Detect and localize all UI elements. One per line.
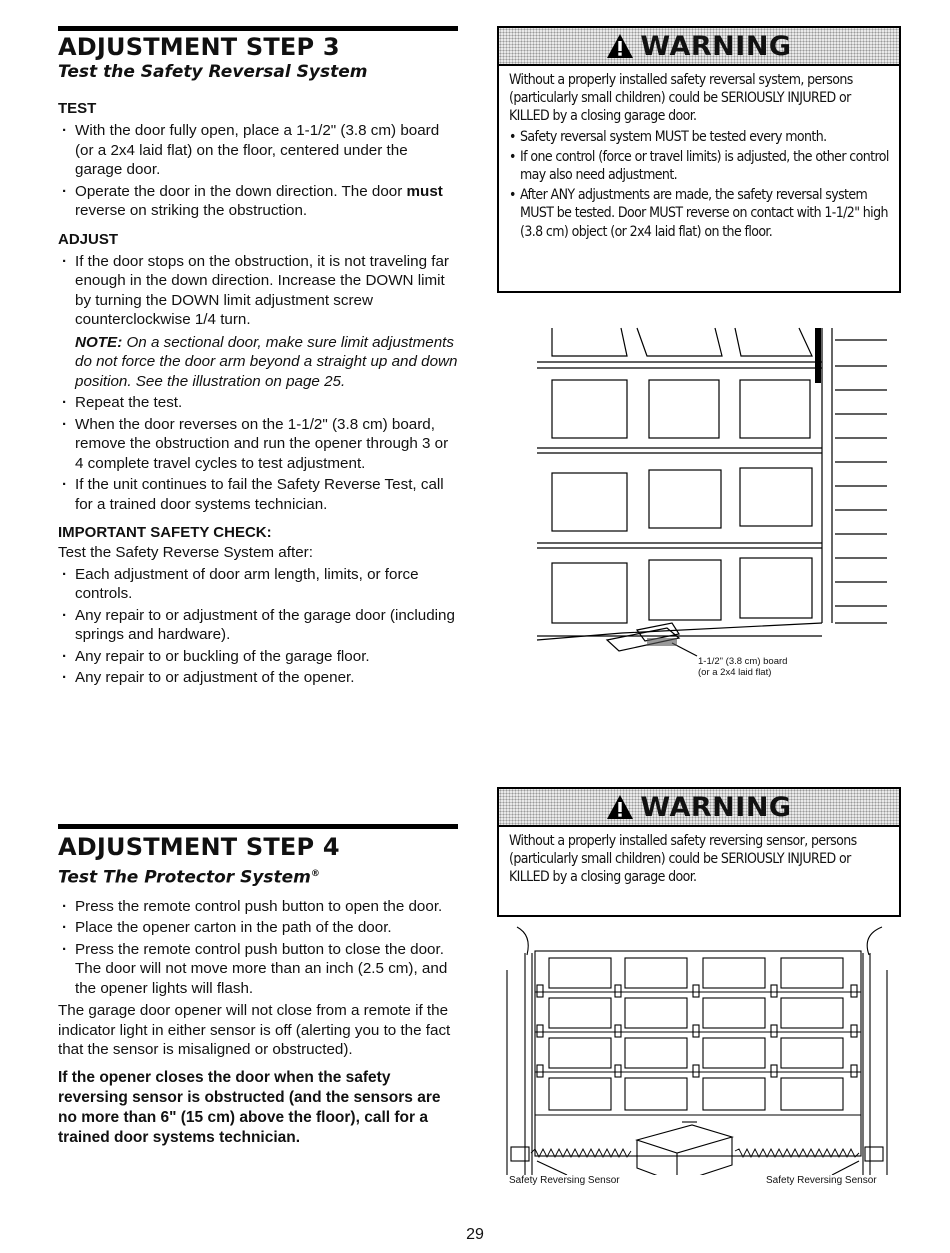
step4-bold-paragraph: If the opener closes the door when the safety reversing sensor is obstructed (and the sensors are no more than 6" (15 cm) above the floor), call for a trained door systems technician. [58, 1068, 441, 1146]
step3-rule [58, 26, 458, 31]
list-item: · Any repair to or adjustment of the opener. [58, 668, 458, 688]
list-item: · Each adjustment of door arm length, limits, or force controls. [58, 565, 458, 604]
warning-triangle-icon [606, 33, 634, 59]
sensor-illustration [497, 925, 901, 1175]
step4-rule [58, 824, 458, 829]
page-number: 29 [466, 1226, 484, 1243]
warning-header-2 [499, 789, 899, 827]
warning-box-2 [497, 787, 901, 917]
must-word: must [406, 182, 443, 200]
step4-title: ADJUSTMENT STEP 4 [58, 833, 340, 861]
list-item: · Any repair to or adjustment of the garage door (including springs and hardware). [58, 606, 458, 645]
step3-section [58, 26, 458, 688]
step3-subtitle: Test the Safety Reversal System [58, 62, 368, 82]
warning-title-2: WARNING [640, 791, 792, 823]
board-caption: 1-1/2" (3.8 cm) board (or a 2x4 laid flat) [698, 656, 788, 678]
list-item: · With the door fully open, place a 1-1/2" (3.8 cm) board (or a 2x4 laid flat) on the floor, centered under the garage door. [58, 121, 458, 180]
adjust-heading: ADJUST [58, 230, 119, 248]
warning-title-1: WARNING [640, 30, 792, 62]
warning-intro-1: Without a properly installed safety reversal system, persons (particularly small children) could be SERIOUSLY INJURED or KILLED by a closing garage door. [509, 72, 853, 125]
warning-intro-2: Without a properly installed safety reversing sensor, persons (particularly small children) could be SERIOUSLY INJURED or KILLED by a closing garage door. [509, 833, 857, 886]
safety-check-heading: IMPORTANT SAFETY CHECK: [58, 524, 272, 541]
list-item: · If the unit continues to fail the Safety Reverse Test, call for a trained door systems technician. [58, 475, 458, 514]
step4-subtitle: Test The Protector System® [58, 867, 320, 888]
list-item: · Place the opener carton in the path of the door. [58, 918, 458, 938]
step4-list [58, 897, 458, 999]
list-item: · If the door stops on the obstruction, it is not traveling far enough in the down direction. Increase the DOWN limit by turning the DOWN limit adjustment screw counterclockwise 1/4 turn. NOTE: On a sectional door, make sure limit adjustments do not force the door arm beyond a straight up and down position. See the illustration on page 25. [58, 252, 458, 392]
list-item: · Press the remote control push button to close the door. The door will not move more than an inch (2.5 cm), and the opener lights will flash. [58, 940, 458, 999]
left-sensor-label: Safety Reversing Sensor [509, 1175, 620, 1186]
list-item: · When the door reverses on the 1-1/2" (3.8 cm) board, remove the obstruction and run the opener through 3 or 4 complete travel cycles to test adjustment. [58, 415, 458, 474]
list-item: · Operate the door in the down direction. The door must reverse on striking the obstruction. [58, 182, 458, 221]
list-item: • If one control (force or travel limits) is adjusted, the other control may also need adjustment. [509, 148, 889, 184]
step4-section [58, 824, 458, 1148]
warning-triangle-icon [606, 794, 634, 820]
warning-body-1 [499, 66, 899, 249]
test-list [58, 121, 458, 221]
warning-body-2 [499, 827, 899, 895]
step4-paragraph: The garage door opener will not close from a remote if the indicator light in either sensor is off (alerting you to the fact that the sensor is misaligned or obstructed). [58, 1002, 451, 1059]
safety-check-list [58, 565, 458, 688]
warning-list-1 [509, 128, 889, 241]
step3-title: ADJUSTMENT STEP 3 [58, 33, 340, 61]
door-board-illustration [497, 318, 901, 698]
list-item: • After ANY adjustments are made, the safety reversal system MUST be tested. Door MUST reverse on contact with 1-1/2" high (3.8 cm) object (or 2x4 laid flat) on the floor. [509, 186, 889, 241]
list-item: • Safety reversal system MUST be tested every month. [509, 128, 889, 146]
warning-header-1 [499, 28, 899, 66]
warning-box-1 [497, 26, 901, 293]
safety-check-intro: Test the Safety Reverse System after: [58, 544, 313, 561]
right-sensor-label: Safety Reversing Sensor [766, 1175, 877, 1186]
test-heading: TEST [58, 100, 97, 117]
adjust-list [58, 252, 458, 515]
list-item: · Press the remote control push button to open the door. [58, 897, 458, 917]
note-label: NOTE: [75, 333, 123, 351]
note: NOTE: On a sectional door, make sure limit adjustments do not force the door arm beyond a straight up and down position. See the illustration on page 25. [75, 333, 458, 390]
list-item: · Any repair to or buckling of the garage floor. [58, 647, 458, 667]
list-item: · Repeat the test. [58, 393, 458, 413]
